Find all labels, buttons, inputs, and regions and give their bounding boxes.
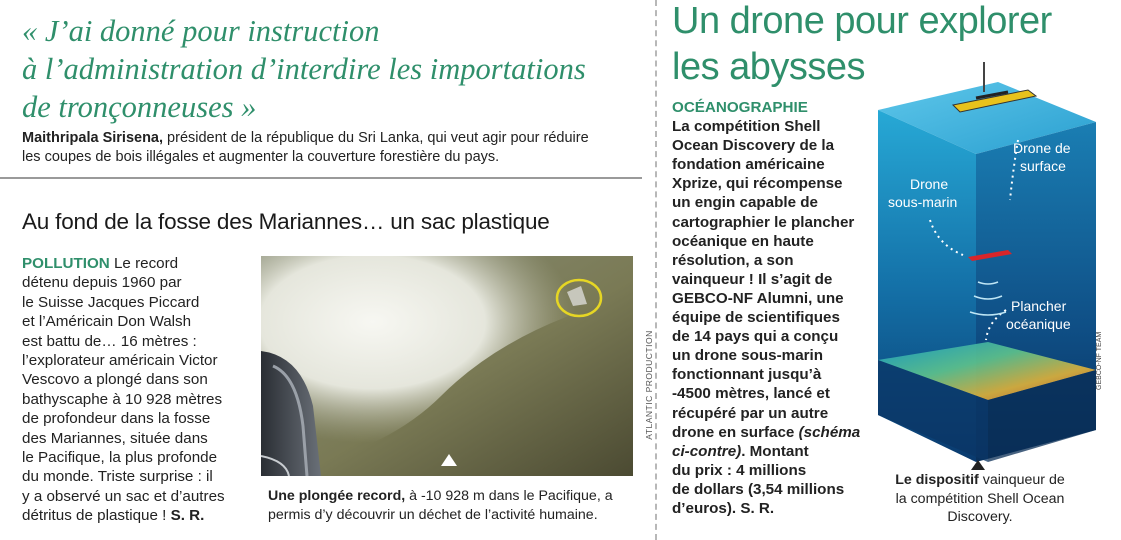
attribution-line-2: les coupes de bois illégales et augmenter la couverture forestière du pays. xyxy=(22,149,500,165)
label-surface-drone-1: Drone de xyxy=(1013,140,1071,156)
body-line: drone en surface xyxy=(672,423,799,441)
column-divider xyxy=(655,0,657,540)
quote-line-2: à l’administration d’interdire les importations xyxy=(22,52,586,86)
body-line: y a observé un sac et d’autres xyxy=(22,487,225,505)
kicker-oceanographie: OCÉANOGRAPHIE xyxy=(672,99,808,116)
body-line: fondation américaine xyxy=(672,156,825,174)
article-title-plastic: Au fond de la fosse des Mariannes… un sac plastique xyxy=(22,209,550,234)
diagram-caption xyxy=(880,471,1080,527)
body-line: d’euros). xyxy=(672,499,741,517)
signature: S. R. xyxy=(170,507,205,525)
title-line-2: les abysses xyxy=(672,46,866,88)
body-italic: (schéma xyxy=(798,423,861,441)
caption-bold: Le dispositif xyxy=(895,472,979,488)
body-line: le Suisse Jacques Piccard xyxy=(22,293,200,311)
body-line: du prix : 4 millions xyxy=(672,461,807,479)
article-body-plastic xyxy=(22,254,252,526)
seafloor-photo xyxy=(261,256,633,476)
body-line: de profondeur dans la fosse xyxy=(22,410,211,428)
signature: S. R. xyxy=(740,499,775,517)
body-line: détenu depuis 1960 par xyxy=(22,274,182,292)
quote-author: Maithripala Sirisena, xyxy=(22,130,164,146)
body-line: et l’Américain Don Walsh xyxy=(22,313,192,331)
label-sub-drone-1: Drone xyxy=(910,176,949,192)
body-line: GEBCO-NF Alumni, une xyxy=(672,289,844,307)
kicker-pollution: POLLUTION xyxy=(22,255,110,272)
caption-line: vainqueur de xyxy=(978,472,1065,488)
body-italic: ci-contre) xyxy=(672,442,742,460)
photo-credit: ATLANTIC PRODUCTION xyxy=(644,330,654,440)
quote-line-3: de tronçonneuses » xyxy=(22,90,257,124)
caption-line: Discovery. xyxy=(947,509,1013,525)
quote-line-1: « J’ai donné pour instruction xyxy=(22,14,380,48)
photo-caption xyxy=(268,487,638,525)
quote-attribution xyxy=(22,129,642,167)
body-line: un engin capable de xyxy=(672,194,818,212)
caption-bold: Une plongée record, xyxy=(268,488,406,504)
body-line: bathyscaphe à 10 928 mètres xyxy=(22,390,223,408)
body-line: des Mariannes, située dans xyxy=(22,429,208,447)
body-line: du monde. Triste surprise : il xyxy=(22,468,213,486)
diagram-credit: GEBCO-NF TEAM xyxy=(1096,331,1103,390)
body-line: de 14 pays qui a conçu xyxy=(672,328,839,346)
label-sub-drone-2: sous-marin xyxy=(888,194,958,210)
caption-line: la compétition Shell Ocean xyxy=(895,490,1065,507)
body-line: Xprize, qui récompense xyxy=(672,175,843,193)
body-line: fonctionnant jusqu’à xyxy=(672,366,822,384)
caption-line: permis d’y découvrir un déchet de l’activité humaine. xyxy=(268,507,598,523)
body-line: Ocean Discovery de la xyxy=(672,137,835,155)
body-line: équipe de scientifiques xyxy=(672,309,840,327)
body-line: détritus de plastique ! xyxy=(22,507,171,525)
body-line: le Pacifique, la plus profonde xyxy=(22,449,218,467)
body-line: cartographier le plancher xyxy=(672,213,855,231)
body-line: vainqueur ! Il s’agit de xyxy=(672,270,833,288)
caption-line: à -10 928 m dans le Pacifique, a xyxy=(405,488,613,504)
body-line: Vescovo a plongé dans son xyxy=(22,371,208,389)
body-line: La compétition Shell xyxy=(672,118,821,136)
body-line: -4500 mètres, lancé et xyxy=(672,385,830,403)
article-body-drone xyxy=(672,98,872,518)
section-divider xyxy=(0,177,642,179)
body-line: Le record xyxy=(109,255,179,272)
label-seafloor-1: Plancher xyxy=(1011,298,1067,314)
body-line: océanique en haute xyxy=(672,232,814,250)
title-line-1: Un drone pour explorer xyxy=(672,0,1052,42)
body-line: de dollars (3,54 millions xyxy=(672,480,845,498)
body-line: résolution, a son xyxy=(672,251,794,269)
label-surface-drone-2: surface xyxy=(1020,158,1066,174)
body-line: un drone sous-marin xyxy=(672,347,824,365)
pull-quote xyxy=(22,12,642,126)
attribution-line-1: président de la république du Sri Lanka, qui veut agir pour réduire xyxy=(163,130,589,146)
body-line: récupéré par un autre xyxy=(672,404,829,422)
body-line: l’explorateur américain Victor xyxy=(22,352,218,370)
label-seafloor-2: océanique xyxy=(1006,316,1071,332)
drone-diagram xyxy=(868,60,1113,470)
body-line: . Montant xyxy=(741,442,809,460)
body-line: est battu de… 16 mètres : xyxy=(22,332,197,350)
